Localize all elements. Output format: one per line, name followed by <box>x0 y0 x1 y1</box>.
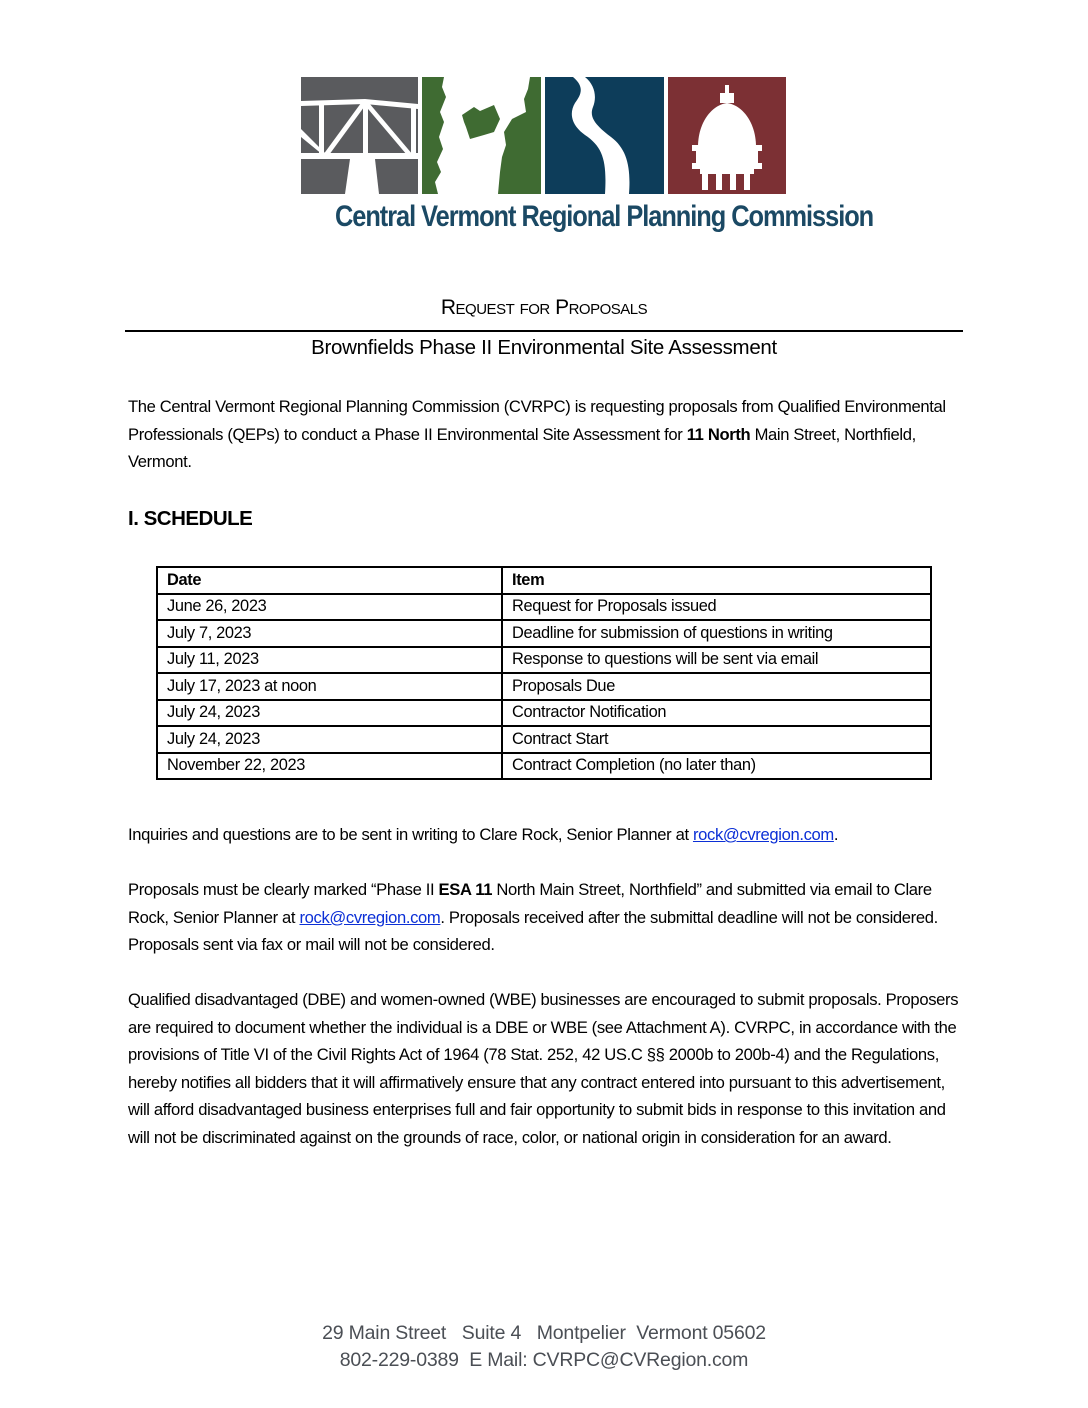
address-highlight: 11 North <box>686 424 751 444</box>
date-cell: July 7, 2023 <box>157 620 502 647</box>
date-cell: July 17, 2023 at noon <box>157 673 502 700</box>
vermont-map-icon <box>422 77 541 194</box>
organization-name: Central Vermont Regional Planning Commission <box>334 200 874 233</box>
inquiries-paragraph: Inquiries and questions are to be sent in writing to Clare Rock, Senior Planner at rock@cvregion.com. <box>128 825 839 844</box>
title-divider <box>125 330 963 332</box>
date-cell: July 24, 2023 <box>157 700 502 727</box>
item-cell: Proposals Due <box>502 673 931 700</box>
date-cell: June 26, 2023 <box>157 594 502 621</box>
item-cell: Contractor Notification <box>502 700 931 727</box>
submission-paragraph: Proposals must be clearly marked “Phase II ESA 11 North Main Street, Northfield” and submitted via email to Clare Rock, Senior Planner at rock@cvregion.com. Proposals received after the submittal deadline will not be considered. Proposals sent via fax or mail will not be considered. <box>128 880 938 954</box>
column-header-item: Item <box>502 567 931 594</box>
date-cell: July 11, 2023 <box>157 647 502 674</box>
footer-address: 29 Main Street Suite 4 Montpelier Vermont 05602 <box>322 1322 766 1344</box>
table-row <box>157 673 931 700</box>
table-row <box>157 620 931 647</box>
item-cell: Request for Proposals issued <box>502 594 931 621</box>
date-cell: July 24, 2023 <box>157 726 502 753</box>
table-row <box>157 753 931 780</box>
cvrpc-logo <box>301 77 874 242</box>
logo-tiles <box>301 77 786 194</box>
intro-paragraph: The Central Vermont Regional Planning Commission (CVRPC) is requesting proposals from Qualified Environmental Professionals (QEPs) to conduct a Phase II Environmental Site Assessment for 11 North Main Street, Northfield, Vermont. <box>128 397 946 471</box>
table-header-row <box>157 567 931 594</box>
dbe-paragraph: Qualified disadvantaged (DBE) and women-owned (WBE) businesses are encouraged to submit proposals. Proposers are required to document whether the individual is a DBE or WBE (see Attachment A). CVRPC, in accordance with the provisions of Title VI of the Civil Rights Act of 1964 (78 Stat. 252, 42 US.C §§ 2000b to 200b-4) and the Regulations, hereby notifies all bidders that it will affirmatively ensure that any contract entered into pursuant to this advertisement, will afford disadvantaged business enterprises full and fair opportunity to submit bids in response to this invitation and will not be discriminated against on the grounds of race, color, or national origin in consideration for an award. <box>128 990 959 1147</box>
inquiries-email-link[interactable]: rock@cvregion.com <box>692 825 834 844</box>
bridge-icon <box>301 77 418 194</box>
footer-phone-email: 802-229-0389 E Mail: CVRPC@CVRegion.com <box>339 1349 749 1371</box>
document-title: Request for Proposals <box>440 296 648 319</box>
document-subtitle: Brownfields Phase II Environmental Site Assessment <box>311 336 777 359</box>
river-icon <box>545 77 664 194</box>
table-row <box>157 594 931 621</box>
date-cell: November 22, 2023 <box>157 753 502 780</box>
capitol-dome-icon <box>668 77 786 194</box>
schedule-table <box>156 566 932 780</box>
table-row <box>157 647 931 674</box>
schedule-heading: I. SCHEDULE <box>128 507 253 530</box>
item-cell: Contract Completion (no later than) <box>502 753 931 780</box>
item-cell: Deadline for submission of questions in writing <box>502 620 931 647</box>
item-cell: Contract Start <box>502 726 931 753</box>
table-row <box>157 700 931 727</box>
item-cell: Response to questions will be sent via email <box>502 647 931 674</box>
table-row <box>157 726 931 753</box>
footer-contact <box>0 1320 1088 1374</box>
submission-email-link[interactable]: rock@cvregion.com <box>299 907 441 927</box>
column-header-date: Date <box>157 567 502 594</box>
